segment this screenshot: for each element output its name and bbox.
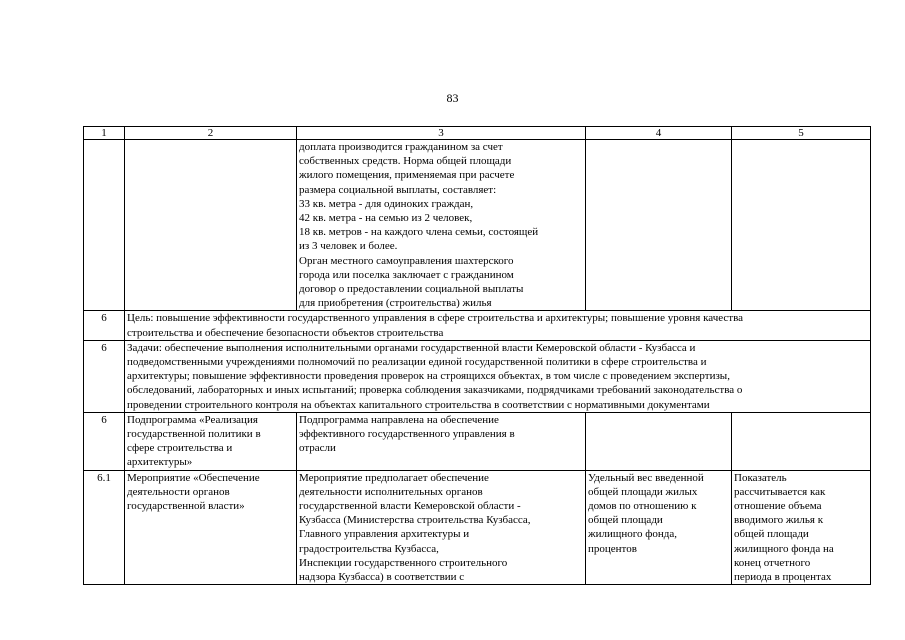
text-line: Цель: повышение эффективности государственного управления в сфере строительства и архитектуры; повышение уровня качества — [127, 312, 744, 325]
text-line: 18 кв. метров - на каждого члена семьи, состоящей — [299, 226, 539, 239]
text-line: из 3 человек и более. — [299, 240, 398, 253]
measure-title-cell — [125, 470, 297, 585]
text-line: деятельности исполнительных органов — [299, 485, 483, 498]
text-line: Главного управления архитектуры и — [299, 528, 470, 541]
measure-num-cell: 6.1 — [84, 470, 125, 585]
text-line: конец отчетного — [734, 556, 811, 569]
indicator-method-cell — [732, 470, 871, 585]
text-line: обследований, лабораторных и иных испытаний; проверка соблюдения заказчиками, подрядчиками требований законодательства о — [127, 384, 743, 397]
text-line: общей площади — [588, 514, 663, 527]
cont-num-cell — [84, 140, 125, 311]
tasks-text-cell — [125, 340, 871, 412]
header-row — [84, 127, 871, 140]
text-line: эффективного государственного управления в — [299, 428, 515, 441]
text-line: 42 кв. метра - на семью из 2 человек, — [299, 212, 473, 225]
sub-title-cell — [125, 412, 297, 470]
text-line: Подпрограмма «Реализация — [127, 413, 258, 426]
text-line: Удельный вес введенной — [588, 471, 704, 484]
text-line: градостроительства Кузбасса, — [299, 542, 439, 555]
text-line: для приобретения (строительства) жилья — [299, 297, 492, 310]
goal-text-cell — [125, 311, 871, 340]
table-row-goal — [84, 311, 871, 340]
header-col-4: 4 — [586, 127, 732, 140]
text-line: Подпрограмма направлена на обеспечение — [299, 413, 499, 426]
text-line: общей площади — [734, 528, 809, 541]
text-line: государственной власти» — [127, 500, 245, 513]
text-line: вводимого жилья к — [734, 514, 824, 527]
text-line: отношение объема — [734, 500, 822, 513]
sub-description-cell — [297, 412, 586, 470]
cont-col2-cell — [125, 140, 297, 311]
measure-description-cell — [297, 470, 586, 585]
text-line: Орган местного самоуправления шахтерского — [299, 254, 514, 267]
page-number: 83 — [446, 91, 459, 105]
indicator-name-cell — [586, 470, 732, 585]
text-line: строительства и обеспечение безопасности объектов строительства — [127, 326, 444, 339]
header-col-5: 5 — [732, 127, 871, 140]
table-row-6-1 — [84, 470, 871, 585]
text-line: собственных средств. Норма общей площади — [299, 155, 512, 168]
text-line: 33 кв. метра - для одиноких граждан, — [299, 197, 474, 210]
text-line: государственной политики в — [127, 428, 261, 441]
table-row-tasks — [84, 340, 871, 412]
header-col-1: 1 — [84, 127, 125, 140]
table-row-subprogram — [84, 412, 871, 470]
cont-description-cell — [297, 140, 586, 311]
text-line: подведомственными учреждениями полномочий по реализации единой государственной политики в сфере строительства и — [127, 356, 707, 369]
text-line: Задачи: обеспечение выполнения исполнительными органами государственной власти Кемеровской области - Кузбасса и — [127, 341, 696, 354]
sub-col4-cell — [586, 412, 732, 470]
text-line: жилищного фонда на — [734, 542, 834, 555]
text-line: процентов — [588, 542, 637, 555]
text-line: государственной власти Кемеровской области - — [299, 500, 521, 513]
program-table — [83, 126, 871, 585]
text-line: договор о предоставлении социальной выплаты — [299, 283, 524, 296]
text-line: надзора Кузбасса) в соответствии с — [299, 571, 465, 584]
text-line: рассчитывается как — [734, 485, 826, 498]
text-line: Кузбасса (Министерства строительства Кузбасса, — [299, 514, 531, 527]
text-line: Мероприятие предполагает обеспечение — [299, 471, 489, 484]
table-row-continued — [84, 140, 871, 311]
text-line: Инспекции государственного строительного — [299, 556, 508, 569]
cont-col5-cell — [732, 140, 871, 311]
text-line: жилищного фонда, — [588, 528, 677, 541]
text-line: сфере строительства и — [127, 442, 233, 455]
header-col-3: 3 — [297, 127, 586, 140]
cont-col4-cell — [586, 140, 732, 311]
text-line: отрасли — [299, 442, 336, 455]
text-line: общей площади жилых — [588, 485, 698, 498]
goal-num-cell: 6 — [84, 311, 125, 340]
text-line: доплата производится гражданином за счет — [299, 141, 503, 153]
text-line: города или поселка заключает с гражданином — [299, 268, 514, 281]
text-line: периода в процентах — [734, 571, 832, 584]
text-line: Показатель — [734, 471, 787, 484]
text-line: домов по отношению к — [588, 500, 697, 513]
sub-num-cell: 6 — [84, 412, 125, 470]
sub-col5-cell — [732, 412, 871, 470]
text-line: Мероприятие «Обеспечение — [127, 471, 260, 484]
text-line: размера социальной выплаты, составляет: — [299, 183, 497, 196]
tasks-num-cell: 6 — [84, 340, 125, 412]
text-line: жилого помещения, применяемая при расчете — [299, 169, 515, 182]
text-line: проведении строительного контроля на объектах капитального строительства в соответствии с нормативными документами — [127, 398, 710, 411]
text-line: архитектуры» — [127, 456, 193, 469]
text-line: деятельности органов — [127, 485, 230, 498]
header-col-2: 2 — [125, 127, 297, 140]
text-line: архитектуры; повышение эффективности проведения проверок на строящихся объектах, в том числе с проведением экспертизы, — [127, 370, 730, 383]
